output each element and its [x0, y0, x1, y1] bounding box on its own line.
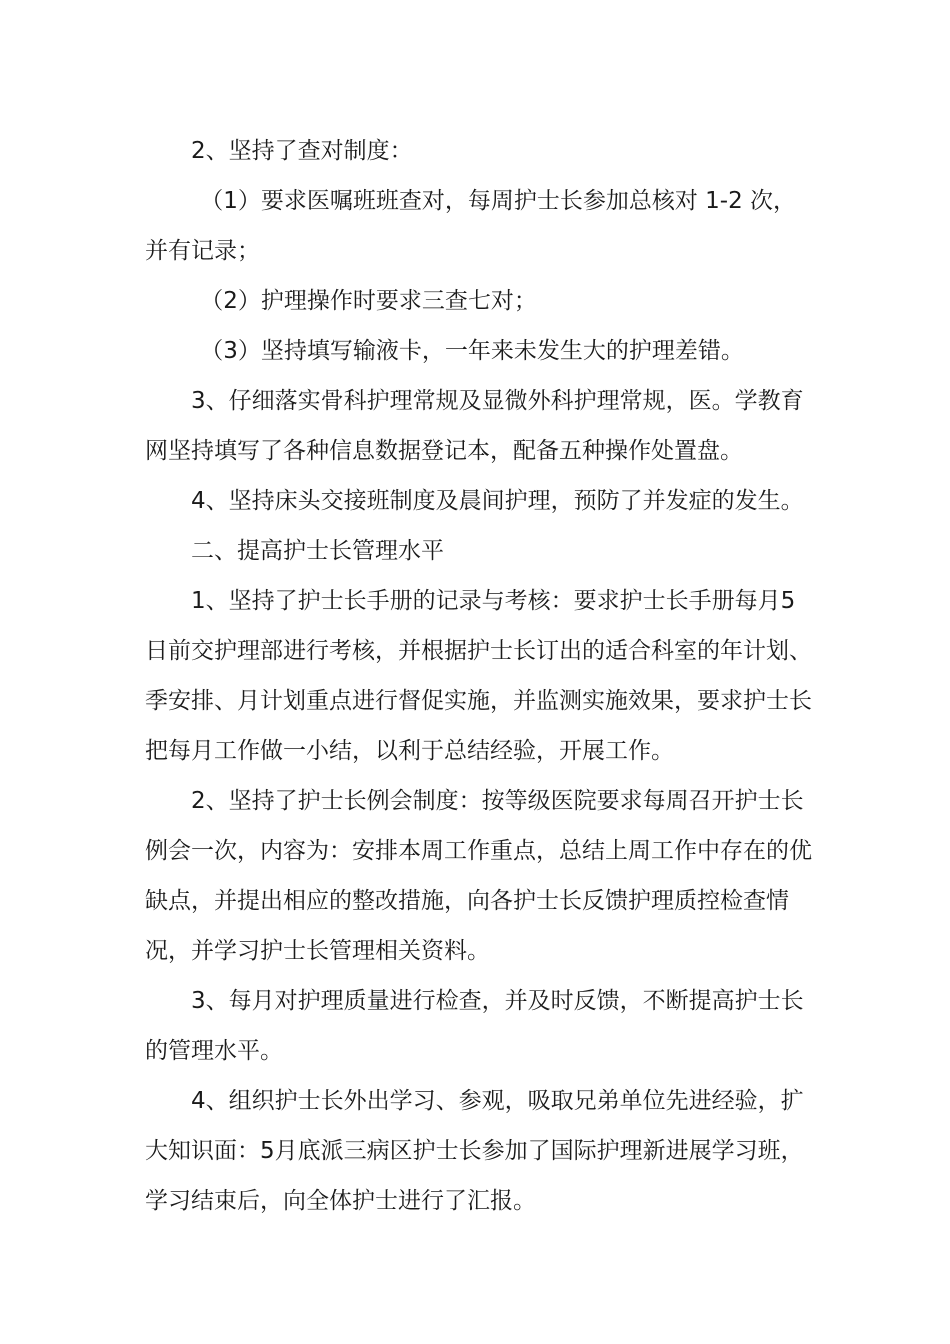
paragraph-checking-item-3: （3）坚持填写输液卡，一年来未发生大的护理差错。	[200, 338, 744, 364]
paragraph-external-study: 4、组织护士长外出学习、参观，吸取兄弟单位先进经验，扩大知识面：5月底派三病区护士长参加了国际护理新进展学习班，学习结束后，向全体护士进行了汇报。	[145, 1088, 804, 1214]
section-heading-management: 二、提高护士长管理水平	[191, 538, 444, 564]
paragraph-monthly-inspection: 3、每月对护理质量进行检查，并及时反馈，不断提高护士长的管理水平。	[145, 988, 804, 1064]
document-body	[145, 126, 817, 1226]
paragraph-head-nurse-meeting: 2、坚持了护士长例会制度：按等级医院要求每周召开护士长例会一次，内容为：安排本周工作重点，总结上周工作中存在的优缺点，并提出相应的整改措施，向各护士长反馈护理质控检查情况，并学习护士长管理相关资料。	[145, 788, 812, 964]
paragraph-checking-item-1: （1）要求医嘱班班查对，每周护士长参加总核对 1-2 次，并有记录；	[145, 188, 797, 264]
paragraph-head-nurse-manual: 1、坚持了护士长手册的记录与考核：要求护士长手册每月5日前交护理部进行考核，并根据护士长订出的适合科室的年计划、季安排、月计划重点进行督促实施，并监测实施效果，要求护士长把每月工作做一小结，以利于总结经验，开展工作。	[145, 588, 812, 764]
paragraph-handover-system: 4、坚持床头交接班制度及晨间护理，预防了并发症的发生。	[191, 488, 804, 514]
paragraph-nursing-routine: 3、仔细落实骨科护理常规及显微外科护理常规，医。学教育网坚持填写了各种信息数据登记本，配备五种操作处置盘。	[145, 388, 804, 464]
paragraph-checking-system: 2、坚持了查对制度：	[191, 138, 413, 164]
paragraph-checking-item-2: （2）护理操作时要求三查七对；	[200, 288, 537, 314]
